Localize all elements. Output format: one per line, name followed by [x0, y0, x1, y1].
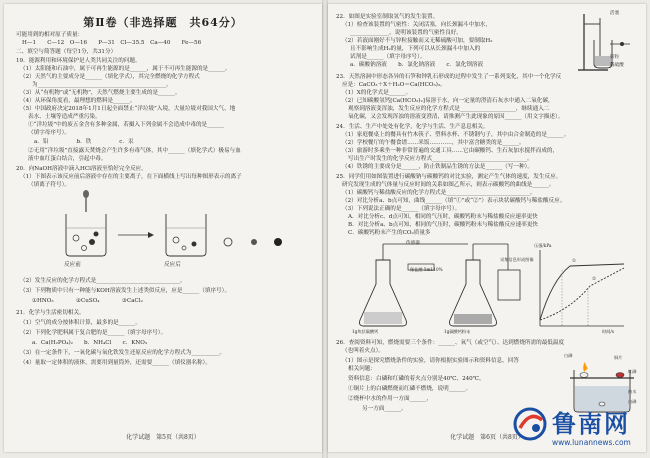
- q25-line: （3）下列说法正确的是______（填字母序号）。: [342, 206, 461, 212]
- q21-line: （3）在一定条件下，一氧化碳与氧化铁发生还原反应的化学方程式为__________。: [20, 350, 225, 356]
- q25-line: 研究发现生成的气体量与反应时间的关系如图乙所示，则表示碳酸钙的曲线是______。: [342, 182, 555, 188]
- label-white-p: 白磷: [564, 353, 573, 358]
- q25-line: A．对比分析c、d点可知，相同的气压时，碳酸钙粉末与稀盐酸反应速率更快: [348, 214, 538, 220]
- q21-line: a．Ca(H₂PO₄)₂ b．NH₄Cl c．KNO₃: [32, 340, 148, 346]
- label-dilute-acid: 稀硫酸: [610, 63, 624, 68]
- q19-line: a．铅 b．铁 c．汞: [34, 139, 134, 145]
- q25-line: B．对比分析a、b点可知，相同的气压时，碳酸钙粉末与稀盐酸反应速率更快: [348, 222, 539, 228]
- label-copper: 铜片: [614, 355, 623, 360]
- q26-line: 26．查阅资料可知，燃烧需要三个条件：______、氧气（或空气）、达到燃烧所需的最低温度: [336, 340, 565, 346]
- label-curve-1: ①: [572, 259, 577, 264]
- q19-line: 为______________________________________________。: [32, 82, 172, 88]
- q21-line: （2）下列化学肥料属于复合肥的是______（填字母序号）。: [20, 330, 167, 336]
- q26-line: 相关问题：: [348, 366, 376, 372]
- label-acid: 稀盐酸 5mL10%: [410, 267, 443, 272]
- label-sample-block: 1g块状碳酸钙: [352, 329, 379, 334]
- label-time-axis: 时间/s: [602, 329, 614, 334]
- q26-line: ①铜片上的白磷燃烧而红磷不燃烧，说明______。: [348, 386, 472, 392]
- q23-line: （1）X的化学式是______。: [342, 90, 412, 96]
- q25-line: （2）对比分析a、b点可知，曲线______（填“①”或“②”）表示块状碳酸钙与稀盐酸反应。: [342, 198, 566, 204]
- q26-line: ②烧杯中水的作用一方面______，: [348, 396, 432, 402]
- q24-line: （4）铁锈的主要成分是______，防止铁制品生锈的方法是______（写一种）。: [342, 164, 533, 170]
- q19-line: （1）太阳能和石油中，属于可再生能源的是______，属于不可再生能源的是______。: [20, 66, 231, 72]
- q21-line: 21．化学与生活密切相关。: [16, 310, 85, 316]
- label-sample-powder: 1g碳酸钙粉末: [444, 329, 471, 334]
- q22-line: （2）若液面刚好不与锌粒接触而又无稀硫酸可加，要制取H₂: [342, 38, 493, 44]
- q19-line: 表水、土壤等造成严重污染。: [28, 114, 101, 120]
- q23-line: （2）已知碳酸氢钙[Ca(HCO₃)₂]易溶于水，向一定量的澄清石灰水中通入二氧化碳，: [342, 98, 554, 104]
- q22-line: 22．如图是实验室制取氢气的发生装置。: [336, 14, 439, 20]
- q20-line: ①HNO₃ ②CuSO₄ ③CaCl₂: [32, 298, 143, 304]
- q23-line: 应是：CaCO₃＋X＋H₂O＝Ca(HCO₃)₂。: [342, 82, 446, 88]
- q24-line: （1）家庭餐桌上的餐具有竹木筷子、塑料水杯、不锈钢勺子，其中由合金制造的是______。: [342, 132, 570, 138]
- q25-line: 25．同学们用如图装置进行碳酸钠与碳酸钙的对比实验，测定产生气体的速度，发生反应。: [336, 174, 562, 180]
- page-footer: 化学试题 第6页（共8页）: [450, 434, 524, 441]
- q26-line: 资料信息：白磷和红磷的着火点分别是40℃、240℃。: [348, 376, 485, 382]
- q19-line: （5）中国政府决定2018年1月1日起全面禁止“洋垃圾”入境，大量垃圾对我国大气、地: [20, 106, 236, 112]
- lunan-logo-icon: [512, 406, 548, 442]
- q20-line: （填离子符号）。: [28, 182, 70, 188]
- q20-line: （1）下图表示该反应前后溶液中存在的主要离子，在下面横线上写出每种图形表示的离子: [20, 174, 242, 180]
- q19-line: ①“洋垃圾”中的废五金含有多种金属，若摄入下列金属不会造成中毒的是______: [28, 122, 224, 128]
- header-line: 可能用到的相对原子质量：: [16, 32, 84, 38]
- q19-line: 液中血红蛋白结合，引起中毒。: [28, 156, 107, 162]
- beaker-ion-figure: [48, 190, 288, 268]
- q19-line: （填字母序号）。: [28, 130, 70, 136]
- q24-line: 写出生产时发生的化学反应方程式__________________________________。: [348, 156, 533, 162]
- q22-line: 且不影响生成H₂的量，下列可以从长颈漏斗中加入的: [350, 46, 481, 52]
- q19-line: （2）天然气的主要成分是______（填化学式），其完全燃烧的化学方程式: [20, 74, 200, 80]
- q19-line: （4）从环保角度看，最理想的燃料是______。: [20, 98, 136, 104]
- q22-line: （1）检查该装置的气密性：关闭活塞，向长颈漏斗中加水，: [342, 22, 491, 28]
- q23-line: 23．天然溶洞中形态各异的石笋和钟乳石形成的过程中发生了一系列变化，其中一个化学反: [336, 74, 562, 80]
- q20-line: （2）发生反应的化学方程式是______________________________。: [20, 278, 186, 284]
- q21-line: （4）量取一定体积的液体，需要用到量筒外，还需要______（填仪器名称）。: [20, 360, 211, 366]
- label-collect: 采集信息形成图像: [500, 257, 534, 262]
- label-valve: 活塞: [610, 11, 620, 16]
- label-zinc: 锌粒: [610, 55, 620, 60]
- label-white-p-2: 白磷: [628, 399, 637, 404]
- q25-line: （1）碳酸钙与稀盐酸反应的化学方程式是______________________________。: [342, 190, 536, 196]
- q24-line: （3）旅游时多乘坐一种非常普遍的交通工具……它由碳酸钙、生石灰加水搅拌而成的，: [342, 148, 559, 154]
- watermark-brand: 鲁南网: [552, 410, 630, 438]
- left-page: [4, 4, 322, 452]
- q21-line: （1）空气的成分按体积计算，最多的是______。: [20, 320, 142, 326]
- q22-line: 试剂是______（填字母序号）。: [350, 54, 426, 60]
- q23-line: 观察到溶液变浑浊，发生反应的化学方程式是____________________，继续通入二: [348, 106, 550, 112]
- lunan-watermark: [512, 400, 648, 456]
- label-curve-2: ②: [592, 277, 597, 282]
- label-after: 反应后: [164, 262, 181, 268]
- carbonate-experiment-figure: [348, 240, 628, 336]
- label-red-p: 红磷: [628, 369, 637, 374]
- watermark-url: www.lunannews.com: [552, 438, 631, 447]
- page-footer: 化学试题 第5页（共8页）: [126, 434, 200, 441]
- q26-line: 另一方面______。: [362, 406, 407, 412]
- q22-line: a．碳酸钠溶液 b．氯化钠溶液 c．氯化钡溶液: [350, 62, 484, 68]
- q19-line: ②无用“洋垃圾”直接露天焚烧会产生许多有毒气体，其中______（填化学式）极易与血: [28, 148, 241, 154]
- section-title: 第Ⅱ卷（非选择题 共64分）: [83, 16, 243, 29]
- q24-line: （2）学校餐厅的午餐食谱……米饭…………，其中富含糖类的是______。: [342, 140, 525, 146]
- q22-line: ______________，说明该装置的气密性良好。: [350, 30, 462, 36]
- label-hot-water: 热水: [628, 389, 637, 394]
- q19-line: （3）从“有机物”或“无机物”，天然气燃烧主要生成的是______。: [20, 90, 181, 96]
- q24-line: 24．生活、生产中处处有化学，化学与生活、生产息息相关。: [336, 124, 489, 130]
- q26-line: （1）图示是探究燃烧条件的实验，请你根据实验图示和资料信息，回答: [342, 358, 519, 364]
- q25-line: C．碳酸钙粉末产生的CO₂质量多: [348, 230, 431, 236]
- label-pressure-axis: 压强/kPa: [534, 243, 552, 248]
- label-before: 反应前: [64, 262, 81, 268]
- label-sensor: 传感器: [406, 241, 420, 246]
- q20-line: （3）下列物质中只有一种能与KOH溶液发生上述类似反应，应是______（填序号）。: [20, 288, 231, 294]
- right-page: [328, 4, 646, 452]
- hydrogen-apparatus-figure: [574, 10, 640, 76]
- q19-line: 19．能源利用和环境保护是人类共同关注的问题。: [16, 58, 141, 64]
- q26-line: （也叫着火点）。: [342, 348, 384, 354]
- q20-line: 20．向NaOH溶液中滴入HCl溶液至恰好完全反应。: [16, 166, 147, 172]
- header-line: H—1 C—12 O—16 P—31 Cl—35.5 Ca—40 Fe—56: [22, 40, 202, 46]
- q23-line: 氧化碳，又会发现浑浊的溶液变澄清，请推测产生此现象的原因______（用文字描述）。: [348, 114, 564, 120]
- header-line: 二、填空与简答题（每空1分，共31分）: [16, 49, 117, 55]
